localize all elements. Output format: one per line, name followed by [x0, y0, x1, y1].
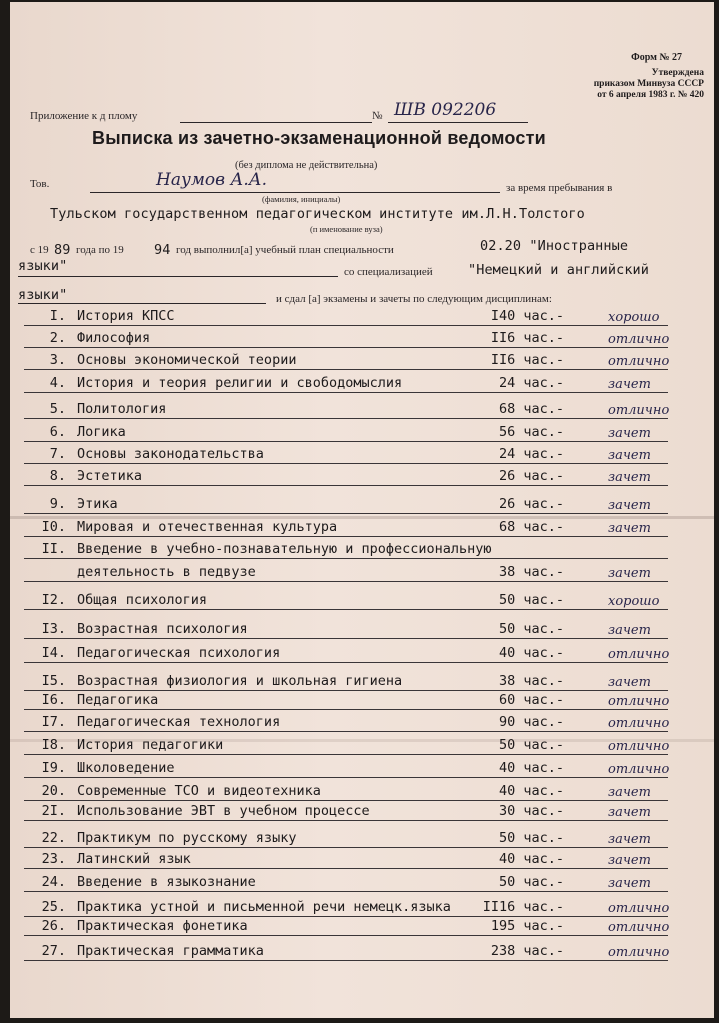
- subject-row: [24, 330, 674, 350]
- subject-hours: II16 час.-: [482, 899, 564, 915]
- row-underline: [24, 418, 668, 419]
- specialty-continuation: языки": [18, 258, 68, 274]
- subject-number: I.: [49, 308, 66, 324]
- subject-number: 26.: [41, 918, 66, 934]
- subject-grade: отлично: [608, 762, 670, 777]
- subject-row: [24, 375, 674, 395]
- subject-number: I0.: [41, 519, 66, 535]
- subject-row: [24, 592, 674, 612]
- subject-number: I4.: [41, 645, 66, 661]
- subject-hours: 30 час.-: [498, 803, 564, 819]
- subject-name: Практикум по русскому языку: [77, 830, 297, 846]
- document-subtitle: (без диплома не действительна): [235, 160, 378, 171]
- specialization-continuation: языки": [18, 287, 68, 303]
- row-underline: [24, 581, 668, 582]
- subject-hours: 40 час.-: [498, 851, 564, 867]
- subject-name: Этика: [77, 496, 118, 512]
- exams-text: и сдал [а] экзамены и зачеты по следующим дисциплинам:: [276, 293, 552, 305]
- student-name: Наумов А.А.: [156, 170, 268, 190]
- subject-number: 23.: [41, 851, 66, 867]
- subject-number: 20.: [41, 783, 66, 799]
- diploma-no-label: №: [372, 110, 383, 122]
- subject-row: [24, 519, 674, 539]
- subject-name: Педагогическая технология: [77, 714, 281, 730]
- subject-grade: зачет: [608, 498, 651, 513]
- subject-name: Латинский язык: [77, 851, 191, 867]
- row-underline: [24, 485, 668, 486]
- subject-name: Введение в учебно-познавательную и профессиональную: [77, 541, 492, 557]
- subject-grade: зачет: [608, 470, 651, 485]
- subject-row: [24, 424, 674, 444]
- subject-name: Политология: [77, 401, 167, 417]
- subject-number: I2.: [41, 592, 66, 608]
- name-caption: (фамилия, инициалы): [262, 194, 341, 204]
- subject-row: [24, 541, 674, 561]
- row-underline: [24, 731, 668, 732]
- row-underline: [24, 325, 668, 326]
- subject-hours: 50 час.-: [498, 621, 564, 637]
- subject-hours: 40 час.-: [498, 645, 564, 661]
- subject-grade: отлично: [608, 716, 670, 731]
- subject-name: Основы экономической теории: [77, 352, 297, 368]
- subject-grade: отлично: [608, 332, 670, 347]
- subject-hours: 56 час.-: [498, 424, 564, 440]
- subject-grade: зачет: [608, 876, 651, 891]
- subject-number: I9.: [41, 760, 66, 776]
- document-title: Выписка из зачетно-экзаменационной ведомости: [92, 128, 546, 148]
- subject-row: [24, 874, 674, 894]
- subject-name: Практика устной и письменной речи немецк.языка: [77, 899, 451, 915]
- appendix-label: Приложение к д плому: [30, 110, 138, 122]
- specialty: 02.20 "Иностранные: [480, 238, 629, 254]
- subject-hours: 195 час.-: [490, 918, 564, 934]
- subject-grade: отлично: [608, 739, 670, 754]
- subject-name: Педагогическая психология: [77, 645, 281, 661]
- subject-hours: 90 час.-: [498, 714, 564, 730]
- subject-hours: 38 час.-: [498, 673, 564, 689]
- subject-row: [24, 943, 674, 963]
- specialization: "Немецкий и английский: [468, 262, 650, 278]
- subject-hours: 50 час.-: [498, 592, 564, 608]
- transcript-sheet: [10, 2, 714, 1018]
- row-underline: [24, 638, 668, 639]
- subject-number: 5.: [49, 401, 66, 417]
- subject-grade: отлично: [608, 694, 670, 709]
- subject-row: [24, 830, 674, 850]
- fill-line: [90, 192, 500, 193]
- subject-hours: II6 час.-: [490, 330, 564, 346]
- subject-grade: отлично: [608, 920, 670, 935]
- subject-number: I7.: [41, 714, 66, 730]
- fill-line: [18, 276, 338, 277]
- row-underline: [24, 369, 668, 370]
- form-approval-block: [594, 52, 704, 101]
- row-underline: [24, 960, 668, 961]
- subject-name: История и теория религии и свободомыслия: [77, 375, 403, 391]
- subject-number: 8.: [49, 468, 66, 484]
- subject-name: История педагогики: [77, 737, 224, 753]
- subject-hours: 68 час.-: [498, 519, 564, 535]
- subject-grade: отлично: [608, 403, 670, 418]
- row-underline: [24, 868, 668, 869]
- subject-grade: зачет: [608, 448, 651, 463]
- subject-grade: отлично: [608, 945, 670, 960]
- subject-row: [24, 446, 674, 466]
- subject-number: 24.: [41, 874, 66, 890]
- subject-number: 9.: [49, 496, 66, 512]
- row-underline: [24, 513, 668, 514]
- row-underline: [24, 609, 668, 610]
- subject-grade: зачет: [608, 377, 651, 392]
- row-underline: [24, 847, 668, 848]
- row-underline: [24, 347, 668, 348]
- subject-hours: II6 час.-: [490, 352, 564, 368]
- subject-row: [24, 737, 674, 757]
- year-end: 94: [154, 242, 171, 258]
- subject-row: [24, 803, 674, 823]
- subject-grade: зачет: [608, 623, 651, 638]
- specialization-label: со специализацией: [344, 266, 433, 278]
- row-underline: [24, 536, 668, 537]
- row-underline: [24, 690, 668, 691]
- subject-name: Практическая грамматика: [77, 943, 264, 959]
- subject-hours: I40 час.-: [490, 308, 564, 324]
- subject-number: 6.: [49, 424, 66, 440]
- subject-hours: 24 час.-: [498, 375, 564, 391]
- subject-grade: отлично: [608, 354, 670, 369]
- subject-number: 25.: [41, 899, 66, 915]
- subject-row: [24, 308, 674, 328]
- subject-name: История КПСС: [77, 308, 175, 324]
- subject-name: Школоведение: [77, 760, 175, 776]
- row-underline: [24, 558, 668, 559]
- subject-name: Практическая фонетика: [77, 918, 248, 934]
- subject-number: I5.: [41, 673, 66, 689]
- subject-name: Общая психология: [77, 592, 208, 608]
- tov-label: Тов.: [30, 178, 50, 190]
- subject-hours: 238 час.-: [490, 943, 564, 959]
- row-underline: [24, 777, 668, 778]
- subject-grade: отлично: [608, 901, 670, 916]
- subject-number: I6.: [41, 692, 66, 708]
- row-underline: [24, 916, 668, 917]
- years-prefix: с 19: [30, 244, 49, 256]
- row-underline: [24, 891, 668, 892]
- subject-name: Логика: [77, 424, 126, 440]
- subject-grade: зачет: [608, 426, 651, 441]
- subject-name: деятельность в педвузе: [77, 564, 256, 580]
- subject-row: [24, 851, 674, 871]
- row-underline: [24, 441, 668, 442]
- subject-number: 27.: [41, 943, 66, 959]
- subject-grade: хорошо: [608, 594, 660, 609]
- subject-row: [24, 352, 674, 372]
- subject-row: [24, 673, 674, 693]
- row-underline: [24, 754, 668, 755]
- subject-number: I3.: [41, 621, 66, 637]
- institute-caption: (п именование вуза): [310, 224, 383, 234]
- subject-name: Современные ТСО и видеотехника: [77, 783, 321, 799]
- fill-line: [180, 122, 372, 123]
- subject-row: [24, 692, 674, 712]
- subject-name: Возрастная физиология и школьная гигиена: [77, 673, 403, 689]
- stay-text: за время пребывания в: [506, 182, 613, 194]
- subject-hours: 38 час.-: [498, 564, 564, 580]
- subject-hours: 50 час.-: [498, 830, 564, 846]
- subject-hours: 60 час.-: [498, 692, 564, 708]
- institute-name: Тульском государственном педагогическом институте им.Л.Н.Толстого: [50, 206, 585, 222]
- subject-number: II.: [41, 541, 66, 557]
- subject-grade: зачет: [608, 853, 651, 868]
- approval-text: Утверждена: [651, 68, 704, 78]
- subject-hours: 26 час.-: [498, 468, 564, 484]
- subject-row: [24, 899, 674, 919]
- subject-number: 22.: [41, 830, 66, 846]
- subject-hours: 24 час.-: [498, 446, 564, 462]
- subject-row: [24, 783, 674, 803]
- subject-hours: 40 час.-: [498, 783, 564, 799]
- subject-row: [24, 401, 674, 421]
- subject-number: 2.: [49, 330, 66, 346]
- subject-name: Введение в языкознание: [77, 874, 256, 890]
- subject-hours: 68 час.-: [498, 401, 564, 417]
- subject-grade: зачет: [608, 521, 651, 536]
- subject-row: [24, 918, 674, 938]
- subject-grade: зачет: [608, 832, 651, 847]
- subject-number: 4.: [49, 375, 66, 391]
- fill-line: [18, 303, 266, 304]
- fill-line: [388, 122, 528, 123]
- row-underline: [24, 662, 668, 663]
- approval-date: от 6 апреля 1983 г. № 420: [597, 90, 704, 100]
- subject-grade: хорошо: [608, 310, 660, 325]
- subject-number: I8.: [41, 737, 66, 753]
- subject-name: Возрастная психология: [77, 621, 248, 637]
- subject-hours: 26 час.-: [498, 496, 564, 512]
- subject-row: [24, 468, 674, 488]
- subject-name: Основы законодательства: [77, 446, 264, 462]
- subject-grade: зачет: [608, 785, 651, 800]
- subject-hours: 40 час.-: [498, 760, 564, 776]
- diploma-number: ШВ 092206: [394, 100, 497, 120]
- row-underline: [24, 709, 668, 710]
- subject-name: Эстетика: [77, 468, 143, 484]
- row-underline: [24, 800, 668, 801]
- subject-name: Философия: [77, 330, 151, 346]
- subject-hours: 50 час.-: [498, 737, 564, 753]
- subject-number: 3.: [49, 352, 66, 368]
- subject-hours: 50 час.-: [498, 874, 564, 890]
- subject-row: [24, 621, 674, 641]
- subject-row: [24, 564, 674, 584]
- subject-name: Мировая и отечественная культура: [77, 519, 338, 535]
- row-underline: [24, 820, 668, 821]
- approval-order: приказом Минвуза СССР: [593, 79, 704, 89]
- subject-number: 7.: [49, 446, 66, 462]
- row-underline: [24, 935, 668, 936]
- subject-name: Использование ЭВТ в учебном процессе: [77, 803, 370, 819]
- subject-row: [24, 496, 674, 516]
- years-mid: года по 19: [76, 244, 124, 256]
- subject-grade: зачет: [608, 566, 651, 581]
- row-underline: [24, 463, 668, 464]
- subject-name: Педагогика: [77, 692, 159, 708]
- subject-row: [24, 645, 674, 665]
- subject-row: [24, 760, 674, 780]
- form-number: Форм № 27: [631, 52, 682, 63]
- subject-grade: зачет: [608, 805, 651, 820]
- year-start: 89: [54, 242, 71, 258]
- subject-number: 2I.: [41, 803, 66, 819]
- subject-row: [24, 714, 674, 734]
- subject-grade: отлично: [608, 647, 670, 662]
- row-underline: [24, 392, 668, 393]
- plan-text: год выполнил[а] учебный план специальности: [176, 244, 394, 256]
- subject-grade: зачет: [608, 675, 651, 690]
